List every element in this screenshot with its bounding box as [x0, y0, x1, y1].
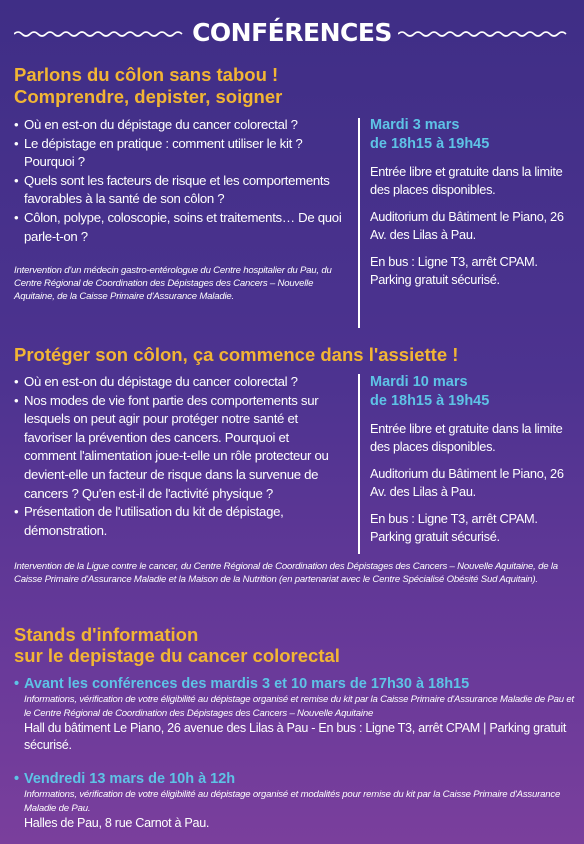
stand-item-2: [14, 770, 574, 832]
list-item: • Quels sont les facteurs de risque et les comportements favorables à la santé de son côlon ?: [14, 172, 342, 209]
stand-2-schedule: • Vendredi 13 mars de 10h à 12h: [14, 770, 574, 788]
conference-1-title: Parlons du côlon sans tabou ! Comprendre, depister, soigner: [14, 64, 283, 107]
stand-item-1: [14, 675, 574, 754]
stand-1-description: Informations, vérification de votre éligibilité au dépistage organisé et remise du kit par la Caisse Primaire d'Assurance Maladie de Pau et le Centre Régional de Coordination des Dépistages des Cancers – Nouvelle Aquitaine: [24, 694, 574, 719]
conference-2-topics: [14, 373, 344, 540]
section-header: [0, 14, 584, 54]
conference-1-topics: [14, 116, 342, 246]
entry-info: Entrée libre et gratuite dans la limite des places disponibles.: [370, 421, 563, 454]
conference-2-info: [370, 373, 576, 546]
list-item: • Où en est-on du dépistage du cancer colorectal ?: [14, 116, 342, 135]
location-info: Auditorium du Bâtiment le Piano, 26 Av. des Lilas à Pau.: [370, 466, 564, 499]
list-item: • Nos modes de vie font partie des comportements sur lesquels on peut agir pour protéger notre santé et favoriser la prévention des cancers. Pourquoi et comment l'alimentation joue-t-elle un rôle protecteur ou devient-elle un facteur de risque dans la survenue de cancers ? Qu'en est-il de l'activité physique ?: [14, 392, 344, 504]
stands-title: Stands d'information sur le depistage du cancer colorectal: [14, 624, 340, 666]
transport-info: En bus : Ligne T3, arrêt CPAM. Parking gratuit sécurisé.: [370, 254, 538, 287]
list-item: • Où en est-on du dépistage du cancer colorectal ?: [14, 373, 344, 392]
stand-2-description: Informations, vérification de votre éligibilité au dépistage organisé et modalités pour remise du kit par la Caisse Primaire d'Assurance Maladie de Pau.: [24, 789, 561, 814]
stand-1-location: Hall du bâtiment Le Piano, 26 avenue des Lilas à Pau - En bus : Ligne T3, arrêt CPAM | Parking gratuit sécurisé.: [24, 721, 567, 752]
divider: [358, 118, 360, 328]
page-title: CONFÉRENCES: [192, 18, 392, 47]
list-item: • Côlon, polype, coloscopie, soins et traitements… De quoi parle-t-on ?: [14, 209, 342, 246]
list-item: • Le dépistage en pratique : comment utiliser le kit ? Pourquoi ?: [14, 135, 342, 172]
conference-1-date: Mardi 3 mars: [370, 117, 460, 133]
conference-2-date: Mardi 10 mars: [370, 374, 468, 390]
divider: [358, 374, 360, 554]
conference-2-time: de 18h15 à 19h45: [370, 393, 490, 409]
transport-info: En bus : Ligne T3, arrêt CPAM. Parking gratuit sécurisé.: [370, 511, 538, 544]
conference-2-title: Protéger son côlon, ça commence dans l'assiette !: [14, 344, 459, 365]
wave-decoration-right: [398, 29, 570, 39]
stand-1-schedule: • Avant les conférences des mardis 3 et 10 mars de 17h30 à 18h15: [14, 675, 574, 693]
stand-2-location: Halles de Pau, 8 rue Carnot à Pau.: [24, 816, 210, 830]
location-info: Auditorium du Bâtiment le Piano, 26 Av. des Lilas à Pau.: [370, 209, 564, 242]
conference-1-info: [370, 116, 576, 289]
entry-info: Entrée libre et gratuite dans la limite des places disponibles.: [370, 164, 563, 197]
conference-2-credit: Intervention de la Ligue contre le cancer, du Centre Régional de Coordination des Dépistages des Cancers – Nouvelle Aquitaine, de la Caisse Primaire d'Assurance Maladie et la Maison de la Nutrition (en partenariat avec le Centre Spécialisé Obésité Sud Aquitain).: [14, 561, 558, 586]
conference-1-time: de 18h15 à 19h45: [370, 136, 490, 152]
list-item: • Présentation de l'utilisation du kit de dépistage, démonstration.: [14, 503, 344, 540]
conference-1-credit: Intervention d'un médecin gastro-entérologue du Centre hospitalier du Pau, du Centre Régional de Coordination des Dépistages des Cancers – Nouvelle Aquitaine, de la Caisse Primaire d'Assurance Maladie.: [14, 265, 332, 303]
